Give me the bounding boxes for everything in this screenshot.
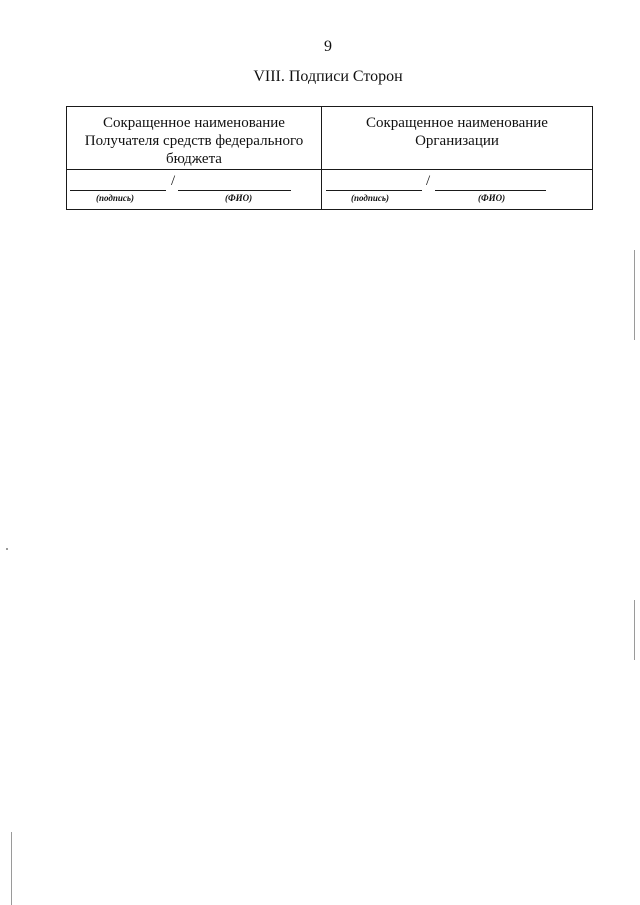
party-header-line: Получателя средств федерального [84,133,304,149]
name-blank-line[interactable] [178,190,291,191]
scan-edge-mark [634,600,635,660]
page-number: 9 [324,38,332,55]
signature-caption: (подпись) [351,193,389,203]
signature-area-recipient [67,170,321,209]
name-caption: (ФИО) [225,193,253,203]
scan-speck [6,548,8,550]
name-caption: (ФИО) [478,193,506,203]
name-blank-line[interactable] [435,190,546,191]
signature-blank-line[interactable] [326,190,422,191]
party-header-line: Организации [415,133,499,149]
party-header-line: бюджета [166,151,222,167]
signature-blank-line[interactable] [70,190,166,191]
party-header-recipient [67,107,321,170]
section-title: VIII. Подписи Сторон [253,68,403,85]
scan-edge-mark [634,250,635,340]
party-column-organization [322,107,592,209]
party-header-line: Сокращенное наименование [103,115,285,131]
signature-caption: (подпись) [96,193,134,203]
slash-separator: / [426,173,431,189]
party-header-line: Сокращенное наименование [366,115,548,131]
signature-table [66,106,593,210]
slash-separator: / [171,173,176,189]
party-column-recipient [67,107,322,209]
scan-edge-mark [11,832,12,905]
signature-area-organization [322,170,592,209]
party-header-organization [322,107,592,170]
